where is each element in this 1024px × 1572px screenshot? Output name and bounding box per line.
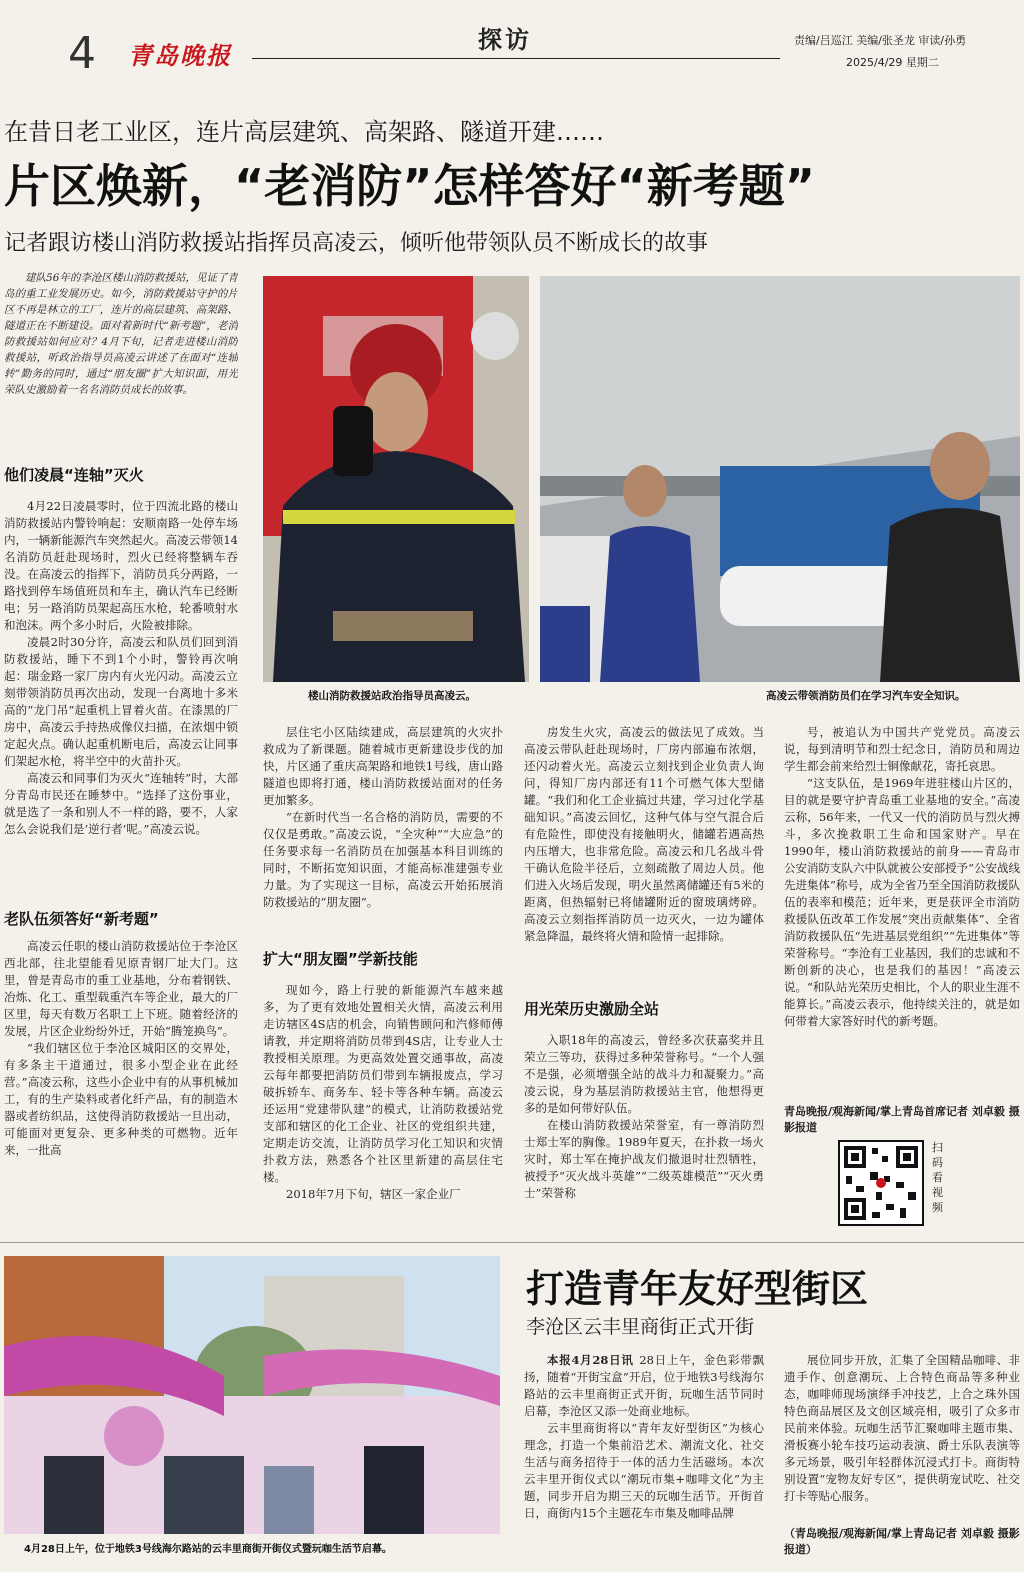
paragraph: 在楼山消防救援站荣誉室，有一尊消防烈士郑士军的胸像。1989年夏天，在扑救一场火灾时，郑士军在掩护战友们撤退时壮烈牺牲，被授予“灭火战斗英雄”“二级英雄模范”“灭火勇士”荣誉称 — [524, 1118, 764, 1200]
article2-column-2 — [784, 1352, 1020, 1524]
page-number: 4 — [68, 28, 96, 79]
intro-text: 建队56年的李沧区楼山消防救援站，见证了青岛的重工业发展历史。如今，消防救援站守护的片区不再是林立的工厂，连片的高层建筑、高架路、隧道正在不断建设。面对着新时代“新考题”，老消防救援站如何应对？4月下旬，记者走进楼山消防救援站，听政治指导员高凌云讲述了在面对“连轴转”勤务的同时，通过“朋友圈”扩大知识面，用光荣队史激励着一名名消防员成长的故事。 — [4, 272, 238, 396]
subheadline: 记者跟访楼山消防救援站指挥员高凌云，倾听他带领队员不断成长的故事 — [4, 231, 709, 256]
column-4 — [784, 724, 1020, 1104]
photo-street-opening — [4, 1256, 500, 1534]
photo-car-training — [540, 276, 1020, 682]
column-3-bottom — [524, 1032, 764, 1228]
paragraph: “这支队伍，是1969年进驻楼山片区的，目的就是要守护青岛重工业基地的安全。”高凌云称，56年来，一代又一代的消防员与烈火搏斗，多次挽救职工生命和国家财产。早在1990年，楼山消防救援站的前身——青岛市公安消防支队六中队就被公安部授予“公安战线先进集体”称号，成为全省乃至全国消防救援队伍的表率和模范；近年来，更是获评全市消防救援队伍改革工作发展“突出贡献集体”、全省消防救援队伍“先进基层党组织”“先进集体”等荣誉称号。“李沧有工业基因，我们的忠诚和不断创新的决心，也是我们的基因！”高凌云说。“和队站光荣历史相比，个人的职业生涯不能算长。”高凌云表示，他持续关注的，就是如何带着大家答好时代的新考题。 — [784, 776, 1020, 1028]
paragraph: 4月22日凌晨零时，位于四流北路的楼山消防救援站内警铃响起：安顺南路一处停车场内，一辆新能源汽车突然起火。高凌云带领14名消防员赶赴现场时，烈火已经将整辆车吞没。在高凌云的指挥下，消防员兵分两路，一路找到停车场值班员和车主，确认汽车已经断电；另一路消防员架起高压水枪，轮番喷射水和泡沫。两个多小时后，火险被排除。 — [4, 499, 238, 632]
paragraph: 展位同步开放，汇集了全国精品咖啡、非遗手作、创意潮玩、上合特色商品等多种业态，咖啡师现场演绎手冲技艺，上合之珠外国特色商品展区及文创区域亮相，吸引了众多市民前来体验。玩咖生活节汇聚咖啡主题市集、滑板赛小轮车技巧运动表演、爵士乐队表演等多元场景，吸引年轻群体沉浸式打卡。商街特别设置“宠物友好专区”，提供萌宠试吃、社交打卡等贴心服务。 — [784, 1353, 1020, 1503]
photo-caption-3: 4月28日上午，位于地铁3号线海尔路站的云丰里商街开街仪式暨玩咖生活节启幕。 — [24, 1544, 392, 1555]
paragraph: “我们辖区位于李沧区城阳区的交界处，有多条主干道通过，很多小型企业在此经营。”高凌云称，这些小企业中有的从事机械加工，有的生产染料或者化纤产品，有的制造木器或者纺织品，这使得消防救援站一旦出动，可能面对更复杂、更多种类的可燃物。近年来，一批高 — [4, 1041, 238, 1157]
paragraph: 房发生火灾，高凌云的做法见了成效。当高凌云带队赶赴现场时，厂房内部遍布浓烟，还闪动着火光。高凌云立刻找到企业负责人询问，得知厂房内部还有11个可燃气体大型储罐。“我们和化工企业搞过共建，学习过化学基础知识。”高凌云回忆，这种气体与空气混合后有危险性，即使没有接触明火，储罐若遇高热内压增大，也非常危险。高凌云和几名战斗骨干确认危险半径后，立刻疏散了周边人员。他们进入火场后发现，明火虽然离储罐还有5米的距离，但热辐射已将储罐附近的窗玻璃烤碎。高凌云立刻指挥消防员一边灭火，一边为罐体紧急降温，最终将火情和险情一起排除。 — [524, 725, 764, 943]
column-2-bottom — [263, 982, 503, 1222]
paragraph: 凌晨2时30分许，高凌云和队员们回到消防救援站，睡下不到1个小时，警铃再次响起：瑞金路一家厂房内有火光闪动。高凌云立刻带领消防员再次出动，发现一台离地十多米高的“龙门吊”起重机上冒着火苗。在漆黑的厂房中，高凌云手持热成像仪扫描，在浓烟中锁定起火点。确认起重机断电后，高凌云让同事们架起水枪，将半空中的火苗扑灭。 — [4, 635, 238, 768]
kicker: 在昔日老工业区，连片高层建筑、高架路、隧道开建…… — [4, 118, 604, 146]
section-label: 探访 — [478, 26, 532, 54]
paragraph: 云丰里商街将以“青年友好型街区”为核心理念，打造一个集前沿艺术、潮流文化、社交生活与商务招待于一体的活力生活磁场。本次云丰里开街仪式以“潮玩市集+咖啡文化”为主题，同步开启为期三天的玩咖生活节。开街首日，商街内15个主题花车市集及咖啡品牌 — [524, 1421, 764, 1520]
byline-1: 青岛晚报/观海新闻/掌上青岛首席记者 刘卓毅 摄影报道 — [784, 1105, 1020, 1134]
section-divider — [0, 1242, 1024, 1243]
paragraph: 层住宅小区陆续建成，高层建筑的火灾扑救成为了新课题。随着城市更新建设步伐的加快，片区通了重庆高架路和地铁1号线，唐山路隧道也即将打通，楼山消防救援站面对的任务更加繁多。 — [263, 725, 503, 807]
article2-title: 打造青年友好型街区 — [526, 1267, 869, 1311]
photo-caption-1: 楼山消防救援站政治指导员高凌云。 — [308, 690, 476, 702]
article2-lead: 本报4月28日讯 — [547, 1353, 634, 1367]
paragraph: 2018年7月下旬，辖区一家企业厂 — [286, 1187, 461, 1201]
qr-code[interactable] — [838, 1140, 924, 1226]
issue-date: 2025/4/29 星期二 — [846, 56, 939, 69]
paragraph: 入职18年的高凌云，曾经多次获嘉奖并且荣立三等功，获得过多种荣誉称号。“一个人强不是强，必须增强全站的战斗力和凝聚力。”高凌云说，身为基层消防救援站主官，他想得更多的是如何带好队伍。 — [524, 1033, 764, 1115]
article2-lead-text: 28日上午，金色彩带飘扬，随着“开街宝盒”开启，位于地铁3号线海尔路站的云丰里商街正式开街，玩咖生活节同时启幕，李沧区又添一处商业地标。 — [524, 1353, 764, 1418]
photo-caption-2: 高凌云带领消防员们在学习汽车安全知识。 — [766, 690, 966, 702]
article-intro — [4, 270, 238, 454]
qr-label: 扫码看视频 — [932, 1141, 943, 1214]
column-2-top — [263, 724, 503, 944]
section-title-3: 扩大“朋友圈”学新技能 — [263, 950, 418, 968]
article2-subtitle: 李沧区云丰里商街正式开街 — [526, 1316, 755, 1338]
paragraph: 高凌云任职的楼山消防救援站位于李沧区西北部，往北望能看见原青钢厂址大门。这里，曾是青岛市的重工业基地，分布着钢铁、冶炼、化工、重型载重汽车等企业，最大的厂区里，每天有数万名职工上下班。随着经济的发展，片区企业纷纷外迁，开始“腾笼换鸟”。 — [4, 939, 238, 1038]
section-title-4: 用光荣历史激励全站 — [524, 1000, 660, 1018]
masthead-logo: 青岛晚报 — [128, 41, 232, 70]
section-title-2: 老队伍须答好“新考题” — [4, 910, 159, 928]
paragraph: 号，被追认为中国共产党党员。高凌云说，每到清明节和烈士纪念日，消防员和周边学生都会前来给烈士铜像献花，寄托哀思。 — [784, 725, 1020, 773]
headline: 片区焕新，“老消防”怎样答好“新考题” — [4, 159, 815, 213]
paragraph — [524, 1352, 764, 1420]
byline-2: （青岛晚报/观海新闻/掌上青岛记者 刘卓毅 摄影报道） — [784, 1527, 1020, 1556]
paragraph: 现如今，路上行驶的新能源汽车越来越多，为了更有效地处置相关火情，高凌云利用走访辖区4S店的机会，向销售顾问和汽修师傅请教，并定期将消防员带到4S店，让专业人士教授相关原理。为更高效处置交通事故，高凌云每年都要把消防员们带到车辆报废点，学习破拆轿车、商务车、轻卡等各种车辆。高凌云还运用“党建带队建”的模式，让消防救援站党支部和辖区的化工企业、社区的党组织共建，定期走访交流，让消防员学习化工知识和灾情扑救方法，熟悉各个社区里新建的高层住宅楼。 — [263, 983, 503, 1184]
header-rule — [252, 58, 780, 59]
column-1-bottom — [4, 938, 238, 1228]
editor-credits: 责编/吕巡江 美编/张圣龙 审读/孙勇 — [794, 34, 967, 47]
column-1-top — [4, 498, 238, 894]
paragraph: “在新时代当一名合格的消防员，需要的不仅仅是勇敢。”高凌云说，“全灾种”“大应急”的任务要求每一名消防员在加强基本科目训练的同时，不断拓宽知识面，才能高标准建强专业力量。为了实现这一目标，高凌云开始拓展消防救援站的“朋友圈”。 — [263, 810, 503, 909]
section-title-1: 他们凌晨“连轴”灭火 — [4, 466, 144, 484]
article2-column-1 — [524, 1352, 764, 1568]
column-3-top — [524, 724, 764, 988]
photo-firefighter — [263, 276, 529, 682]
paragraph: 高凌云和同事们为灭火“连轴转”时，大部分青岛市民还在睡梦中。“选择了这份事业，就是选了一条和别人不一样的路，要不，人家怎么会说我们是‘逆行者’呢。”高凌云说。 — [4, 771, 238, 836]
